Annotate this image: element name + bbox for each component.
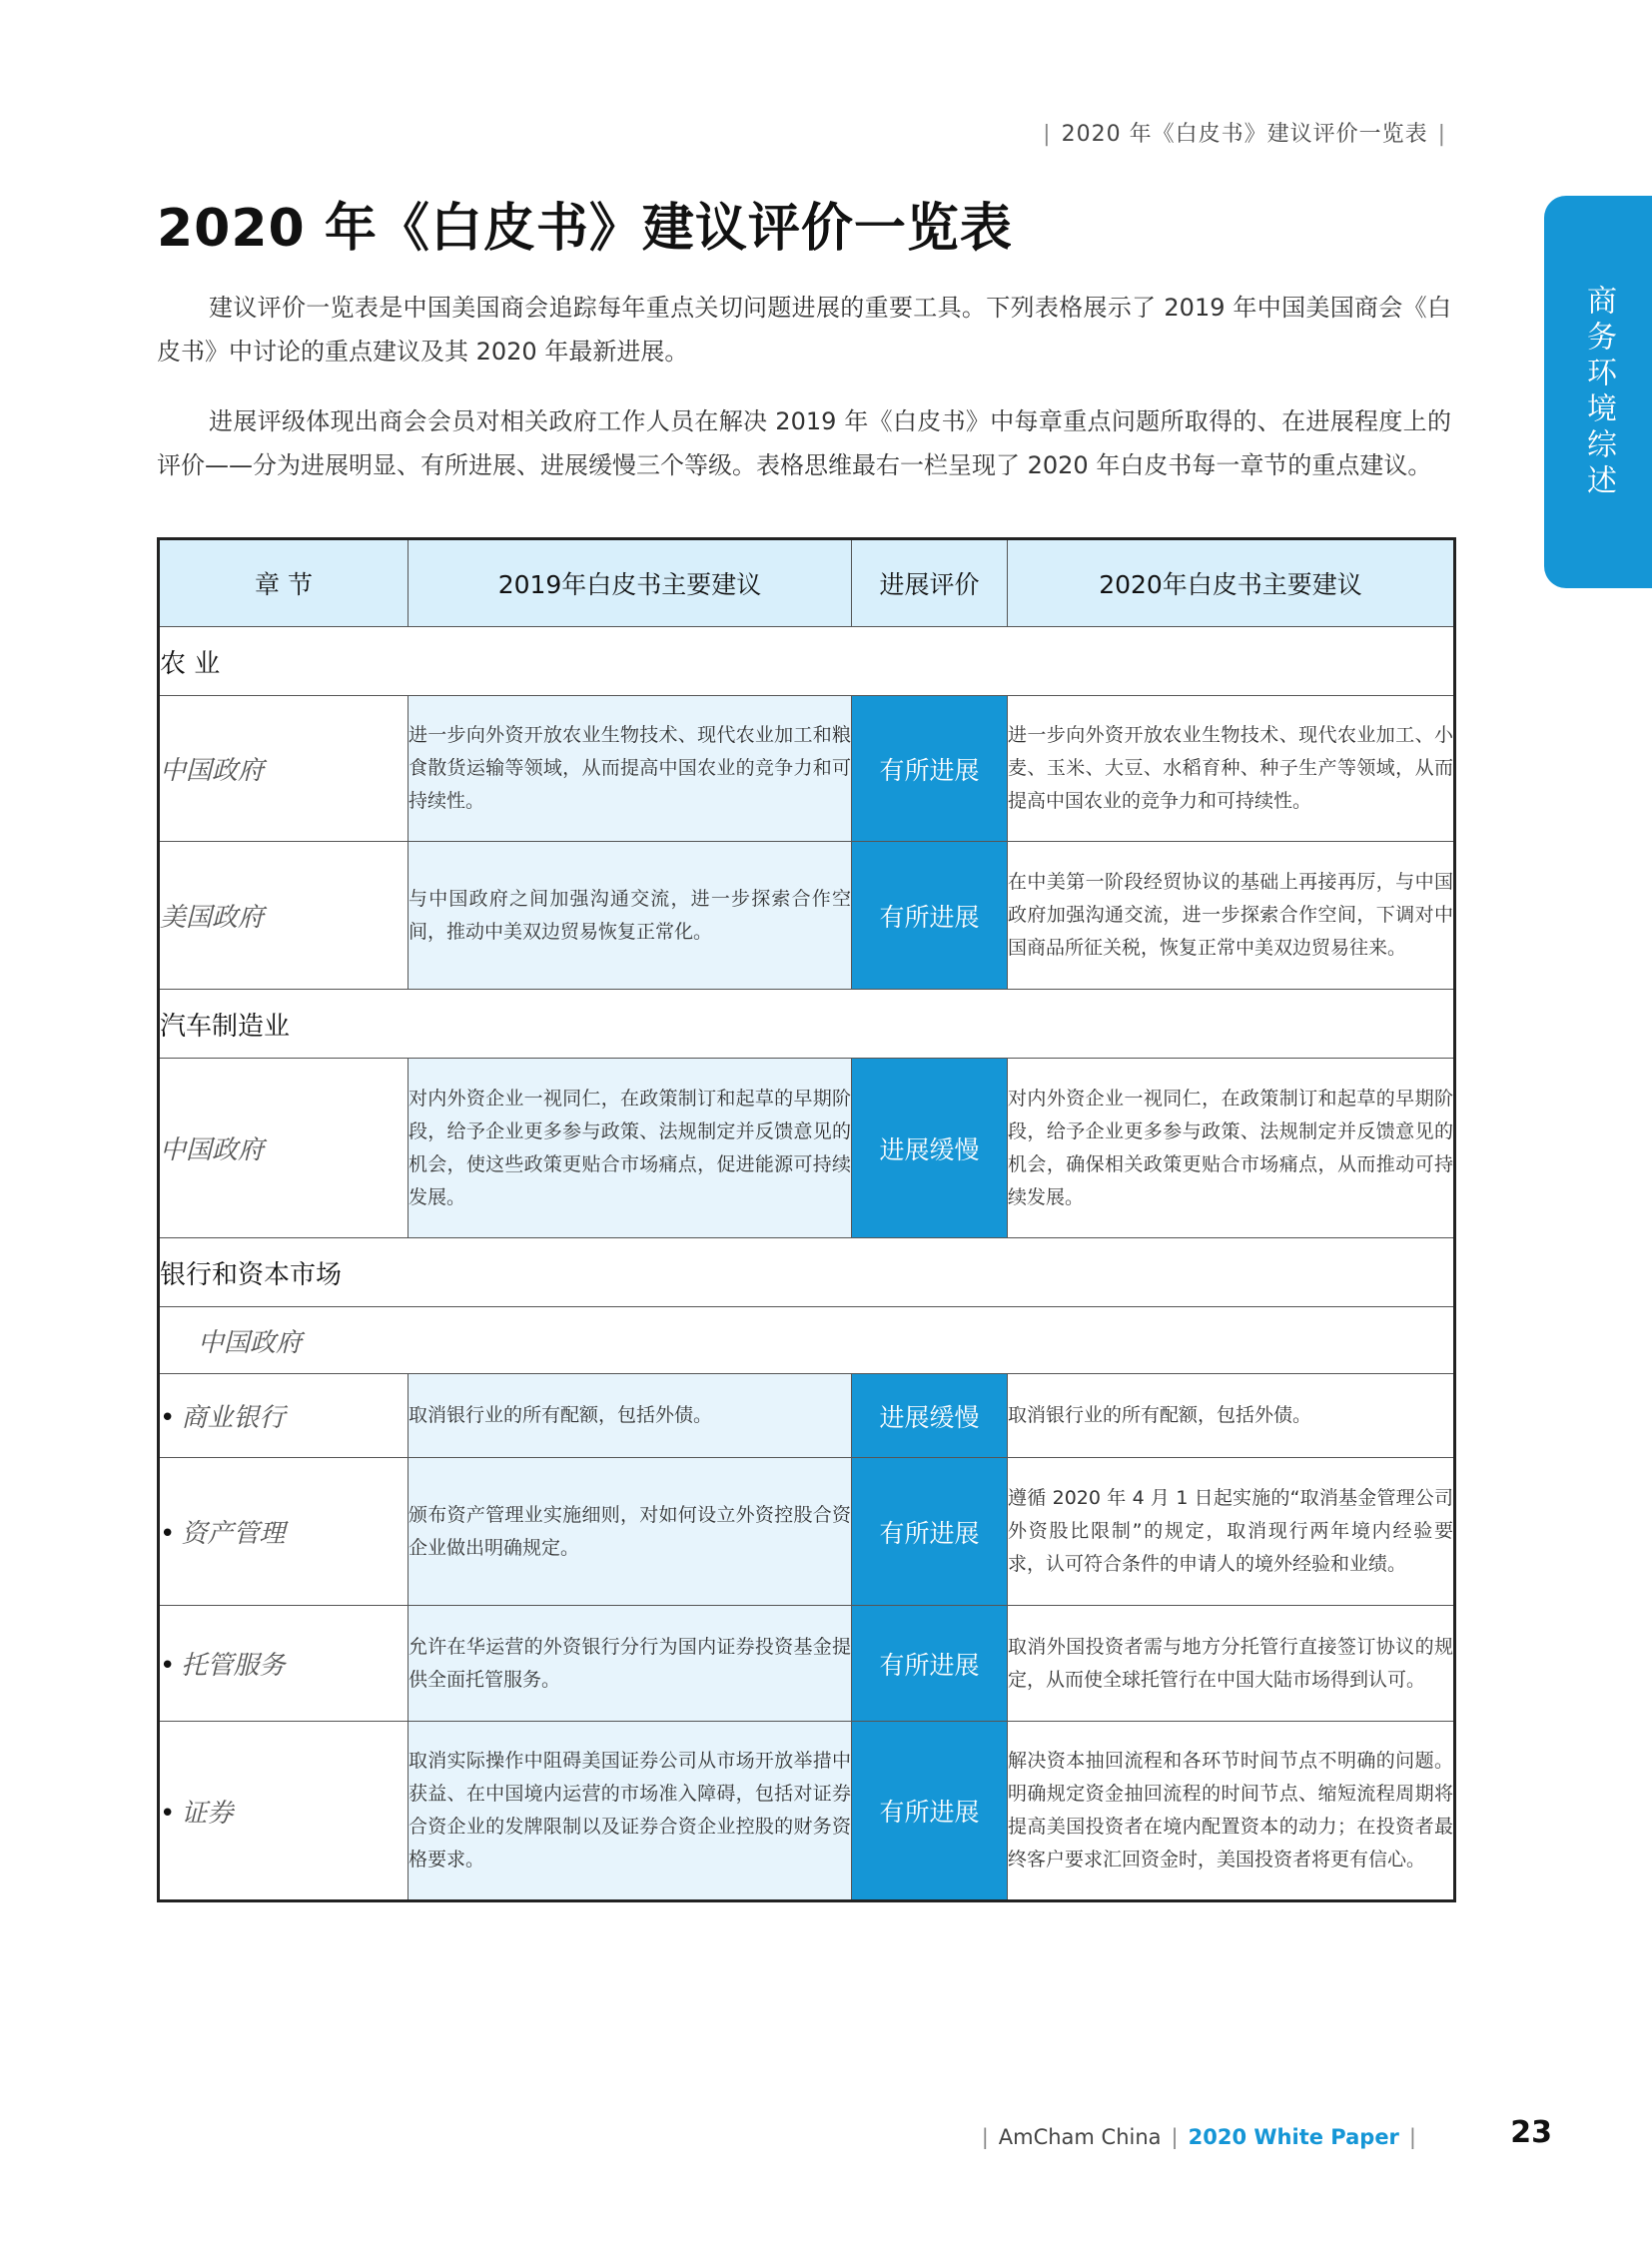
evaluation-table: [157, 537, 1456, 1902]
separator: |: [1437, 122, 1446, 147]
subsection-china-gov: 中国政府: [159, 1307, 1455, 1374]
intro-paragraph-2: 进展评级体现出商会会员对相关政府工作人员在解决 2019 年《白皮书》中每章重点问题所取得的、在进展程度上的评价——分为进展明显、有所进展、进展缓慢三个等级。表格思维最右一栏呈现了 2020 年白皮书每一章节的重点建议。: [157, 407, 1451, 479]
footer: [972, 2125, 1426, 2149]
table-row: [159, 1374, 1455, 1458]
entity-label: 证券: [181, 1798, 234, 1829]
rec-2019-cell: 对内外资企业一视同仁，在政策制订和起草的早期阶段，给予企业更多参与政策、法规制定并反馈意见的机会，使这些政策更贴合市场痛点，促进能源可持续发展。: [409, 1059, 852, 1238]
table-header-row: [159, 539, 1455, 627]
rating-cell: 有所进展: [852, 1722, 1008, 1901]
rating-cell: 进展缓慢: [852, 1374, 1008, 1458]
rec-2019-cell: 进一步向外资开放农业生物技术、现代农业加工和粮食散货运输等领域，从而提高中国农业的竞争力和可持续性。: [409, 696, 852, 842]
side-tab: [1544, 196, 1652, 588]
separator: |: [1171, 2125, 1179, 2149]
separator: |: [981, 2125, 989, 2149]
rating-cell: 有所进展: [852, 842, 1008, 990]
entity-cell: [159, 1606, 409, 1722]
page-title: 2020 年《白皮书》建议评价一览表: [157, 199, 1013, 259]
rating-cell: 有所进展: [852, 1606, 1008, 1722]
bullet-icon: •: [160, 1651, 176, 1681]
page-number: 23: [1510, 2115, 1552, 2150]
rec-2020-cell: 在中美第一阶段经贸协议的基础上再接再厉，与中国政府加强沟通交流，进一步探索合作空间，下调对中国商品所征关税，恢复正常中美双边贸易往来。: [1008, 842, 1455, 990]
section-row: [159, 990, 1455, 1059]
bullet-icon: •: [160, 1403, 176, 1433]
entity-cell: 中国政府: [159, 1059, 409, 1238]
running-header-text: 2020 年《白皮书》建议评价一览表: [1061, 122, 1428, 147]
entity-cell: 美国政府: [159, 842, 409, 990]
section-row: [159, 627, 1455, 696]
running-header: [1033, 117, 1456, 148]
side-tab-label: 商务环境综述: [1581, 284, 1616, 500]
rating-cell: 有所进展: [852, 1458, 1008, 1606]
bullet-icon: •: [160, 1519, 176, 1549]
intro-paragraph-1: 建议评价一览表是中国美国商会追踪每年重点关切问题进展的重要工具。下列表格展示了 2019 年中国美国商会《白皮书》中讨论的重点建议及其 2020 年最新进展。: [157, 294, 1451, 366]
rec-2019-cell: 颁布资产管理业实施细则，对如何设立外资控股合资企业做出明确规定。: [409, 1458, 852, 1606]
bullet-icon: •: [160, 1798, 176, 1829]
entity-label: 托管服务: [181, 1651, 286, 1681]
header-2020-recommendations: 2020年白皮书主要建议: [1008, 539, 1455, 627]
table-row: [159, 1722, 1455, 1901]
table-row: [159, 1606, 1455, 1722]
entity-cell: [159, 1722, 409, 1901]
header-chapter: 章 节: [159, 539, 409, 627]
rec-2020-cell: 进一步向外资开放农业生物技术、现代农业加工、小麦、玉米、大豆、水稻育种、种子生产等领域，从而提高中国农业的竞争力和可持续性。: [1008, 696, 1455, 842]
rec-2019-cell: 与中国政府之间加强沟通交流，进一步探索合作空间，推动中美双边贸易恢复正常化。: [409, 842, 852, 990]
table-row: [159, 842, 1455, 990]
table-row: [159, 1059, 1455, 1238]
header-2019-recommendations: 2019年白皮书主要建议: [409, 539, 852, 627]
table-row: [159, 696, 1455, 842]
separator: |: [1408, 2125, 1416, 2149]
rec-2019-cell: 允许在华运营的外资银行分行为国内证券投资基金提供全面托管服务。: [409, 1606, 852, 1722]
entity-cell: [159, 1458, 409, 1606]
separator: |: [1043, 122, 1052, 147]
rec-2020-cell: 取消银行业的所有配额，包括外债。: [1008, 1374, 1455, 1458]
entity-label: 商业银行: [181, 1403, 286, 1433]
section-agriculture: 农 业: [159, 627, 1455, 696]
subsection-row: [159, 1307, 1455, 1374]
rec-2020-cell: 对内外资企业一视同仁，在政策制订和起草的早期阶段，给予企业更多参与政策、法规制定并反馈意见的机会，确保相关政策更贴合市场痛点，从而推动可持续发展。: [1008, 1059, 1455, 1238]
table-row: [159, 1458, 1455, 1606]
footer-publication: 2020 White Paper: [1188, 2125, 1399, 2149]
header-progress-rating: 进展评价: [852, 539, 1008, 627]
rec-2019-cell: 取消实际操作中阻碍美国证券公司从市场开放举措中获益、在中国境内运营的市场准入障碍，包括对证券合资企业的发牌限制以及证券合资企业控股的财务资格要求。: [409, 1722, 852, 1901]
section-banking: 银行和资本市场: [159, 1238, 1455, 1307]
rating-cell: 进展缓慢: [852, 1059, 1008, 1238]
entity-cell: 中国政府: [159, 696, 409, 842]
entity-cell: [159, 1374, 409, 1458]
section-auto: 汽车制造业: [159, 990, 1455, 1059]
rec-2020-cell: 遵循 2020 年 4 月 1 日起实施的“取消基金管理公司外资股比限制”的规定，取消现行两年境内经验要求，认可符合条件的申请人的境外经验和业绩。: [1008, 1458, 1455, 1606]
footer-org: AmCham China: [998, 2125, 1162, 2149]
rec-2019-cell: 取消银行业的所有配额，包括外债。: [409, 1374, 852, 1458]
section-row: [159, 1238, 1455, 1307]
entity-label: 资产管理: [181, 1519, 286, 1549]
rec-2020-cell: 解决资本抽回流程和各环节时间节点不明确的问题。明确规定资金抽回流程的时间节点、缩短流程周期将提高美国投资者在境内配置资本的动力；在投资者最终客户要求汇回资金时，美国投资者将更有信心。: [1008, 1722, 1455, 1901]
rec-2020-cell: 取消外国投资者需与地方分托管行直接签订协议的规定，从而使全球托管行在中国大陆市场得到认可。: [1008, 1606, 1455, 1722]
rating-cell: 有所进展: [852, 696, 1008, 842]
